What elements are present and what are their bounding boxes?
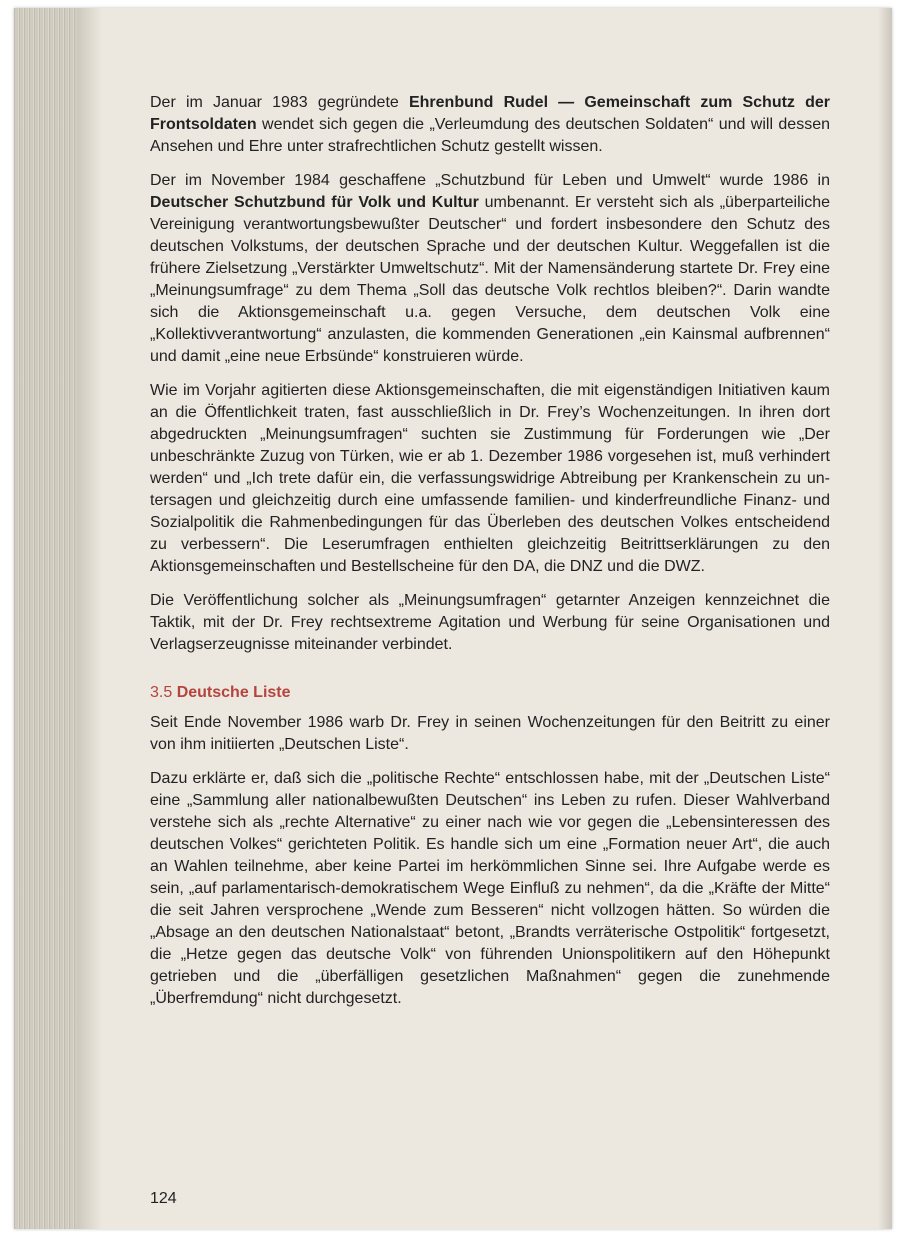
- text-run: Der im Januar 1983 gegründete: [150, 94, 409, 111]
- book-spine-edge: [14, 8, 78, 1229]
- scanned-page: [14, 8, 892, 1229]
- page-edge-shadow: [878, 8, 892, 1229]
- paragraph: [150, 768, 830, 1010]
- bold-organization-name: Ehrenbund Rudel — Gemeinschaft zum Schutz der Frontsoldaten: [150, 94, 830, 133]
- text-run: Wie im Vorjahr agitierten diese Aktionsgemeinschaften, die mit eigenständigen Initiativen kaum an die Öffentlichkeit traten, fast ausschließlich in Dr. Frey’s Wochenzeitungen. In ihren dort abgedruckten „Meinungsumfragen“ suchten sie Zustimmung für Forderungen wie „Der unbeschränkte Zuzug von Türken, wie er ab 1. Dezember 1986 vorgesehen ist, muß verhindert werden“ und „Ich trete dafür ein, die verfassungswidrige Abtreibung per Krankenschein zu untersagen und gleichzeitig durch eine umfassende familien- und kinderfreundliche Finanz- und Sozialpolitik die Rahmenbedingungen für das Überleben des deutschen Volkes entscheidend zu verbessern“. Die Leserumfragen enthielten gleichzeitig Beitrittserklärungen zu den Aktionsgemeinschaften und Bestellscheine für den DA, die DNZ und die DWZ.: [150, 382, 830, 575]
- text-run: Der im November 1984 geschaffene „Schutzbund für Leben und Umwelt“ wurde 1986 in: [150, 172, 830, 189]
- text-run: wendet sich gegen die „Verleumdung des deutschen Soldaten“ und will dessen Ansehen und Ehre unter strafrechtlichen Schutz gestellt wissen.: [150, 116, 830, 155]
- text-run: Die Veröffentlichung solcher als „Meinungsumfragen“ getarnter Anzeigen kennzeichnet die Taktik, mit der Dr. Frey rechtsextreme Agitation und Werbung für seine Organisationen und Verlagserzeugnisse miteinander verbindet.: [150, 592, 830, 653]
- paragraphs-after-heading: [150, 712, 830, 1010]
- bold-organization-name: Deutscher Schutzbund für Volk und Kultur: [150, 194, 479, 211]
- paragraph: [150, 590, 830, 656]
- text-body: [150, 92, 830, 1022]
- page-number: 124: [150, 1190, 177, 1207]
- gutter-shadow: [78, 8, 102, 1229]
- section-heading: [150, 682, 830, 704]
- paragraph: [150, 170, 830, 368]
- paragraphs-before-heading: [150, 92, 830, 656]
- text-run: Dazu erklärte er, daß sich die „politische Rechte“ entschlossen habe, mit der „Deutschen Liste“ eine „Sammlung aller nationalbewußten Deutschen“ ins Leben zu rufen. Dieser Wahlverband verstehe sich als „rechte Alternative“ zu einer nach wie vor gegen die „Lebensinteressen des deutschen Volkes“ gerichteten Politik. Es handle sich um eine „Formation neuer Art“, die auch an Wahlen teilnehme, aber keine Partei im herkömmlichen Sinne sei. Ihre Aufgabe werde es sein, „auf parlamentarisch-demokratischem Wege Einfluß zu nehmen“, da die „Kräfte der Mitte“ die seit Jahren versprochene „Wende zum Besseren“ nicht vollzogen hätten. So würden die „Absage an den deutschen Nationalstaat“ betont, „Brandts verräterische Ostpolitik“ fortgesetzt, die „Hetze gegen das deutsche Volk“ von führenden Unionspolitikern auf den Höhepunkt getrieben und die „überfälligen gesetzlichen Maßnahmen“ gegen die zunehmende „Überfremdung“ nicht durchgesetzt.: [150, 770, 830, 1007]
- section-title: Deutsche Liste: [176, 684, 291, 701]
- paragraph: [150, 92, 830, 158]
- paragraph: [150, 712, 830, 756]
- text-run: umbenannt. Er versteht sich als „überparteiliche Vereinigung verantwortungsbewußter Deutscher“ und fordert insbesondere den Schutz des deutschen Volkstums, der deutschen Sprache und der deutschen Kultur. Weggefallen ist die frühere Zielsetzung „Verstärkter Umweltschutz“. Mit der Namensänderung startete Dr. Frey eine „Meinungsumfrage“ zu dem Thema „Soll das deutsche Volk rechtlos bleiben?“. Darin wandte sich die Aktionsgemeinschaft u.a. gegen Versuche, dem deutschen Volk eine „Kollektivverantwortung“ anzulasten, die kommenden Generationen „ein Kainsmal aufbrennen“ und damit „eine neue Erbsünde“ konstruieren würde.: [150, 194, 830, 365]
- paragraph: [150, 380, 830, 578]
- section-number: 3.5: [150, 684, 173, 701]
- text-run: Seit Ende November 1986 warb Dr. Frey in seinen Wochenzeitungen für den Beitritt zu einer von ihm initiierten „Deutschen Liste“.: [150, 714, 830, 753]
